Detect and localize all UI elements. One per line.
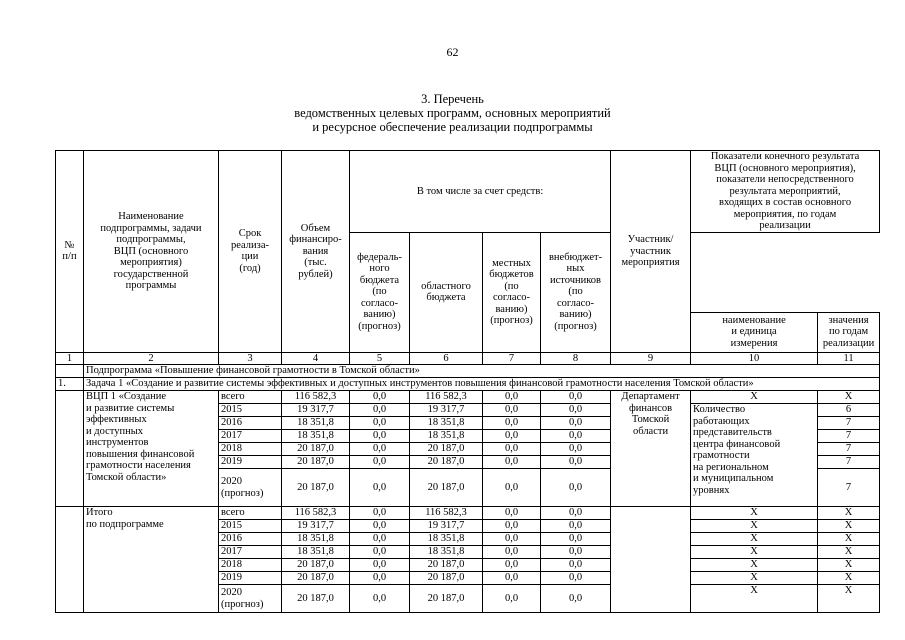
text-line: бюджетов bbox=[489, 269, 534, 280]
volume-cell: 20 187,0 bbox=[282, 443, 350, 456]
column-number-6: 6 bbox=[410, 352, 483, 365]
text-line: федераль- bbox=[357, 251, 402, 263]
text-line: измерения bbox=[730, 337, 778, 349]
text-line: наименование bbox=[722, 314, 786, 326]
column-number-7: 7 bbox=[483, 352, 541, 365]
subprogram-row: Подпрограмма «Повышение финансовой грамотности в Томской области» bbox=[84, 365, 880, 378]
federal-cell: 0,0 bbox=[350, 507, 410, 520]
extra-cell: 0,0 bbox=[541, 404, 611, 417]
regional-cell: 19 317,7 bbox=[410, 404, 483, 417]
text-line: рублей) bbox=[298, 268, 333, 280]
text-line: центра финансовой bbox=[693, 438, 781, 450]
text-line: государственной bbox=[113, 268, 189, 280]
text-line: ции bbox=[241, 251, 259, 263]
text-line: финансиро- bbox=[289, 234, 342, 245]
column-number-3: 3 bbox=[219, 352, 282, 365]
text-line: и муниципальном bbox=[693, 473, 774, 484]
text-line: Срок bbox=[238, 228, 262, 240]
indicator-value-cell: X bbox=[818, 520, 880, 533]
indicator-name-cell: X bbox=[691, 520, 818, 533]
regional-cell: 18 351,8 bbox=[410, 430, 483, 443]
header-ind-name bbox=[691, 312, 818, 352]
indicator-value-cell: 7 bbox=[818, 456, 880, 469]
text-line: программы bbox=[125, 280, 177, 291]
vcp-row bbox=[56, 391, 880, 404]
volume-cell: 20 187,0 bbox=[282, 572, 350, 585]
volume-cell: 19 317,7 bbox=[282, 520, 350, 533]
year-cell: 2017 bbox=[219, 430, 282, 443]
text-line: мероприятия, по годам bbox=[733, 208, 837, 220]
volume-cell: 20 187,0 bbox=[282, 559, 350, 572]
text-line: согласо- bbox=[493, 292, 530, 303]
local-cell: 0,0 bbox=[483, 572, 541, 585]
local-cell: 0,0 bbox=[483, 585, 541, 613]
header-federal bbox=[350, 232, 410, 352]
year-cell: 2016 bbox=[219, 533, 282, 546]
year-cell: всего bbox=[219, 391, 282, 404]
local-cell: 0,0 bbox=[483, 507, 541, 520]
volume-cell: 116 582,3 bbox=[282, 507, 350, 520]
title-line-1: 3. Перечень bbox=[421, 92, 484, 106]
federal-cell: 0,0 bbox=[350, 469, 410, 507]
year-cell: 2018 bbox=[219, 443, 282, 456]
local-cell: 0,0 bbox=[483, 559, 541, 572]
title-line-2: ведомственных целевых программ, основных мероприятий bbox=[294, 106, 611, 120]
column-number-10: 10 bbox=[691, 352, 818, 365]
extra-cell: 0,0 bbox=[541, 533, 611, 546]
extra-cell: 0,0 bbox=[541, 391, 611, 404]
federal-cell: 0,0 bbox=[350, 430, 410, 443]
text-line: и единица bbox=[731, 326, 777, 338]
indicator-name-cell: X bbox=[691, 507, 818, 520]
extra-cell: 0,0 bbox=[541, 546, 611, 559]
volume-cell: 18 351,8 bbox=[282, 417, 350, 430]
local-cell: 0,0 bbox=[483, 520, 541, 533]
text-line: грамотности bbox=[693, 450, 750, 461]
extra-cell: 0,0 bbox=[541, 520, 611, 533]
text-line: мероприятия) bbox=[120, 257, 182, 268]
text-line: местных bbox=[492, 257, 531, 269]
volume-cell: 19 317,7 bbox=[282, 404, 350, 417]
text-line: ВЦП 1 «Создание bbox=[86, 391, 167, 402]
header-funds-group: В том числе за счет средств: bbox=[350, 151, 611, 233]
participant-cell bbox=[611, 507, 691, 613]
text-line: и развитие системы bbox=[86, 402, 175, 414]
year-cell: 2020 (прогноз) bbox=[219, 585, 282, 613]
year-cell: всего bbox=[219, 507, 282, 520]
extra-cell: 0,0 bbox=[541, 456, 611, 469]
volume-cell: 20 187,0 bbox=[282, 456, 350, 469]
text-line: эффективных bbox=[86, 414, 147, 425]
indicator-value-cell: X bbox=[818, 585, 880, 613]
federal-cell: 0,0 bbox=[350, 391, 410, 404]
indicator-value-cell: X bbox=[818, 559, 880, 572]
federal-cell: 0,0 bbox=[350, 520, 410, 533]
federal-cell: 0,0 bbox=[350, 456, 410, 469]
text-line: п/п bbox=[62, 251, 77, 263]
regional-cell: 20 187,0 bbox=[410, 585, 483, 613]
text-line: вания bbox=[302, 245, 329, 257]
text-line: участник bbox=[630, 245, 671, 257]
text-line: области bbox=[632, 425, 669, 437]
volume-cell: 18 351,8 bbox=[282, 546, 350, 559]
extra-cell: 0,0 bbox=[541, 585, 611, 613]
extra-cell: 0,0 bbox=[541, 469, 611, 507]
text-line: согласо- bbox=[557, 297, 595, 309]
regional-cell: 20 187,0 bbox=[410, 443, 483, 456]
total-row bbox=[56, 507, 880, 520]
local-cell: 0,0 bbox=[483, 469, 541, 507]
year-cell: 2019 bbox=[219, 572, 282, 585]
text-line: по подпрограмме bbox=[86, 518, 164, 530]
volume-cell: 18 351,8 bbox=[282, 430, 350, 443]
text-line: бюджета bbox=[426, 292, 466, 303]
extra-cell: 0,0 bbox=[541, 430, 611, 443]
text-line: по годам bbox=[828, 326, 869, 338]
text-line: Участник/ bbox=[627, 234, 674, 245]
indicator-name-cell: X bbox=[691, 585, 818, 613]
header-ind-values bbox=[818, 312, 880, 352]
federal-cell: 0,0 bbox=[350, 585, 410, 613]
regional-cell: 18 351,8 bbox=[410, 417, 483, 430]
indicator-value-cell: 7 bbox=[818, 430, 880, 443]
header-indicators-group bbox=[691, 151, 880, 233]
local-cell: 0,0 bbox=[483, 417, 541, 430]
volume-cell: 20 187,0 bbox=[282, 585, 350, 613]
text-line: Департамент bbox=[621, 391, 680, 402]
text-line: внебюджет- bbox=[548, 251, 603, 263]
column-number-8: 8 bbox=[541, 352, 611, 365]
column-number-1: 1 bbox=[56, 352, 84, 365]
text-line: ных bbox=[566, 263, 585, 275]
indicator-value-cell: X bbox=[818, 533, 880, 546]
task-row: Задача 1 «Создание и развитие системы эффективных и доступных инструментов повышения финансовой грамотности населения Томской области» bbox=[84, 378, 880, 391]
text-line: уровнях bbox=[693, 484, 730, 496]
column-number-5: 5 bbox=[350, 352, 410, 365]
text-line: на региональном bbox=[693, 461, 769, 473]
text-line: ВЦП (основного мероприятия), bbox=[714, 162, 856, 174]
year-cell: 2019 bbox=[219, 456, 282, 469]
text-line: Томской bbox=[631, 414, 670, 425]
indicator-name-cell bbox=[691, 404, 818, 507]
regional-cell: 18 351,8 bbox=[410, 533, 483, 546]
text-line: мероприятия bbox=[621, 257, 680, 268]
regional-cell: 116 582,3 bbox=[410, 391, 483, 404]
local-cell: 0,0 bbox=[483, 456, 541, 469]
text-line: Количество bbox=[693, 404, 746, 415]
text-line: грамотности населения bbox=[86, 460, 191, 471]
participant-cell bbox=[611, 391, 691, 507]
text-line: источников bbox=[550, 274, 602, 286]
local-cell: 0,0 bbox=[483, 546, 541, 559]
header-volume bbox=[282, 151, 350, 353]
vcp-name bbox=[84, 391, 219, 507]
task-num: 1. bbox=[56, 378, 84, 391]
regional-cell: 19 317,7 bbox=[410, 520, 483, 533]
text-line: (прогноз) bbox=[358, 320, 401, 332]
text-line: ного bbox=[369, 263, 390, 275]
title-line-3: и ресурсное обеспечение реализации подпрограммы bbox=[312, 120, 593, 134]
year-cell: 2015 bbox=[219, 404, 282, 417]
federal-cell: 0,0 bbox=[350, 533, 410, 546]
text-line: результата мероприятий, bbox=[729, 185, 841, 197]
header-term bbox=[219, 151, 282, 353]
federal-cell: 0,0 bbox=[350, 572, 410, 585]
federal-cell: 0,0 bbox=[350, 417, 410, 430]
text-line: ВЦП (основного bbox=[113, 245, 189, 257]
indicator-name-cell: X bbox=[691, 546, 818, 559]
text-line: Объем bbox=[300, 222, 331, 234]
text-line: (по bbox=[568, 286, 583, 298]
text-line: (прогноз) bbox=[490, 315, 533, 326]
header-participant bbox=[611, 151, 691, 353]
column-number-row bbox=[56, 352, 880, 365]
extra-cell: 0,0 bbox=[541, 417, 611, 430]
text-line: реализа- bbox=[231, 239, 269, 251]
volume-cell: 20 187,0 bbox=[282, 469, 350, 507]
indicator-value-cell: X bbox=[818, 546, 880, 559]
extra-cell: 0,0 bbox=[541, 572, 611, 585]
column-number-11: 11 bbox=[818, 352, 880, 365]
indicator-total-x: X bbox=[691, 391, 818, 404]
volume-cell: 116 582,3 bbox=[282, 391, 350, 404]
column-number-4: 4 bbox=[282, 352, 350, 365]
text-line: (год) bbox=[239, 262, 261, 274]
text-line: (тыс. bbox=[304, 257, 327, 268]
indicator-name-cell: X bbox=[691, 572, 818, 585]
regional-cell: 116 582,3 bbox=[410, 507, 483, 520]
text-line: подпрограммы, задачи bbox=[100, 222, 202, 234]
header-num bbox=[56, 151, 84, 353]
indicator-value-cell: 6 bbox=[818, 404, 880, 417]
local-cell: 0,0 bbox=[483, 404, 541, 417]
local-cell: 0,0 bbox=[483, 443, 541, 456]
text-line: (по bbox=[372, 286, 387, 298]
text-line: согласо- bbox=[361, 297, 398, 309]
regional-cell: 20 187,0 bbox=[410, 456, 483, 469]
local-cell: 0,0 bbox=[483, 533, 541, 546]
header-regional bbox=[410, 232, 483, 352]
text-line: Итого bbox=[86, 507, 113, 518]
year-cell: 2015 bbox=[219, 520, 282, 533]
text-line: бюджета bbox=[359, 274, 400, 286]
text-line: Наименование bbox=[118, 211, 184, 222]
text-line: Показатели конечного результата bbox=[710, 151, 860, 162]
program-table bbox=[55, 150, 880, 613]
indicator-name-cell: X bbox=[691, 533, 818, 546]
header-extra bbox=[541, 232, 611, 352]
indicator-value-cell: 7 bbox=[818, 443, 880, 456]
regional-cell: 20 187,0 bbox=[410, 559, 483, 572]
year-cell: 2020 (прогноз) bbox=[219, 469, 282, 507]
text-line: ванию) bbox=[495, 303, 528, 315]
extra-cell: 0,0 bbox=[541, 507, 611, 520]
column-number-2: 2 bbox=[84, 352, 219, 365]
header-local bbox=[483, 232, 541, 352]
text-line: ванию) bbox=[363, 309, 396, 321]
extra-cell: 0,0 bbox=[541, 443, 611, 456]
text-line: (прогноз) bbox=[554, 320, 597, 332]
indicator-value-cell: X bbox=[818, 507, 880, 520]
page-number: 62 bbox=[446, 45, 459, 59]
indicator-value-cell: X bbox=[818, 391, 880, 404]
text-line: реализации bbox=[759, 220, 811, 231]
regional-cell: 20 187,0 bbox=[410, 572, 483, 585]
federal-cell: 0,0 bbox=[350, 404, 410, 417]
text-line: Томской области» bbox=[86, 471, 167, 483]
federal-cell: 0,0 bbox=[350, 443, 410, 456]
text-line: реализации bbox=[822, 337, 875, 349]
text-line: подпрограммы, bbox=[116, 234, 186, 245]
total-name bbox=[84, 507, 219, 613]
column-number-9: 9 bbox=[611, 352, 691, 365]
text-line: повышения финансовой bbox=[86, 448, 195, 460]
extra-cell: 0,0 bbox=[541, 559, 611, 572]
text-line: (по bbox=[504, 280, 519, 292]
year-cell: 2017 bbox=[219, 546, 282, 559]
text-line: областного bbox=[421, 280, 471, 292]
local-cell: 0,0 bbox=[483, 430, 541, 443]
header-name bbox=[84, 151, 219, 353]
text-line: входящих в состав основного bbox=[719, 197, 852, 208]
indicator-name-cell: X bbox=[691, 559, 818, 572]
text-line: и доступных bbox=[86, 425, 144, 437]
text-line: № bbox=[64, 239, 75, 251]
indicator-value-cell: X bbox=[818, 572, 880, 585]
federal-cell: 0,0 bbox=[350, 546, 410, 559]
text-line: показатели непосредственного bbox=[716, 174, 854, 185]
indicator-value-cell: 7 bbox=[818, 469, 880, 507]
volume-cell: 18 351,8 bbox=[282, 533, 350, 546]
text-line: работающих bbox=[693, 415, 750, 427]
local-cell: 0,0 bbox=[483, 391, 541, 404]
text-line: значения bbox=[828, 314, 869, 326]
regional-cell: 20 187,0 bbox=[410, 469, 483, 507]
year-cell: 2016 bbox=[219, 417, 282, 430]
regional-cell: 18 351,8 bbox=[410, 546, 483, 559]
text-line: инструментов bbox=[86, 437, 149, 448]
document-title bbox=[0, 92, 905, 134]
indicator-value-cell: 7 bbox=[818, 417, 880, 430]
text-line: ванию) bbox=[559, 309, 592, 321]
text-line: финансов bbox=[628, 402, 673, 414]
text-line: представительств bbox=[693, 427, 772, 438]
year-cell: 2018 bbox=[219, 559, 282, 572]
federal-cell: 0,0 bbox=[350, 559, 410, 572]
